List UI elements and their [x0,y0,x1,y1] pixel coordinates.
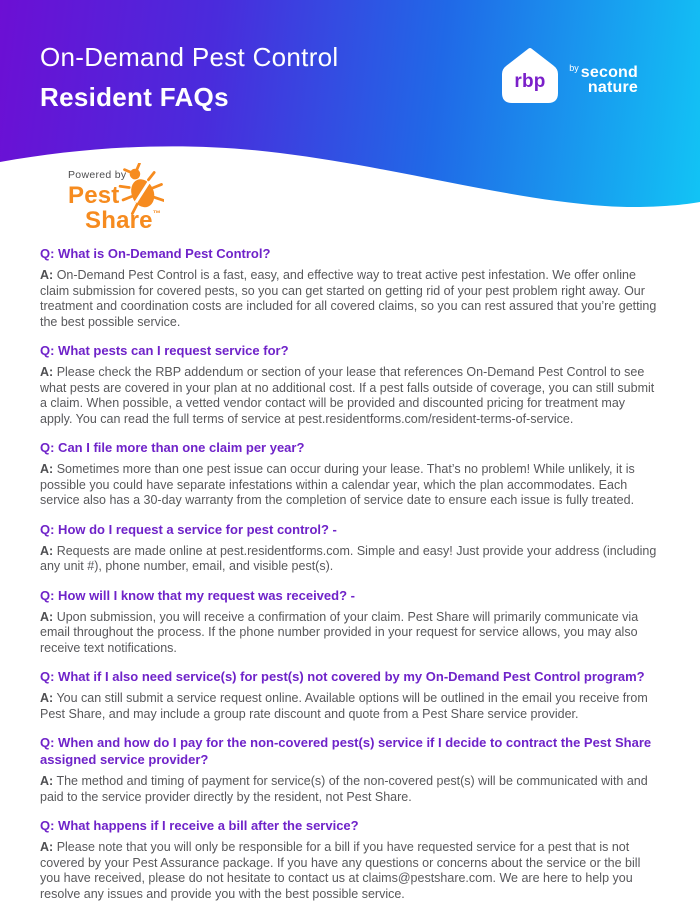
answer-prefix: A: [40,609,54,624]
faq-item-6 [40,668,660,722]
faq-answer [40,691,660,722]
second-nature-wordmark [562,61,638,95]
answer-text: Please check the RBP addendum or section of your lease that references On-Demand Pest Control to see what pests are covered in your plan at no additional cost. If a pest falls outside of coverage, you can still submit a claim. When possible, a vetted vendor contact will be provided and discounted pricing for treatment may apply. You can read the full terms of service at pest.residentforms.com/resident-terms-of-service. [40,365,655,426]
faq-item-5 [40,587,660,657]
faq-question: Q: When and how do I pay for the non-covered pest(s) service if I decide to contract the Pest Share assigned service provider? [40,735,652,767]
page-title [40,42,339,113]
title-line-1: On-Demand Pest Control [40,42,339,72]
answer-text: On-Demand Pest Control is a fast, easy, and effective way to treat active pest infestation. We offer online claim submission for covered pests, so you can get started on getting rid of your pest problem right away. Our treatment and coordination costs are included for all covered claims, so you can rest assured that you’re getting the best possible service. [40,268,657,329]
faq-item-1 [40,245,660,330]
answer-text: You can still submit a service request online. Available options will be outlined in the email you receive from Pest Share, and may include a group rate discount and quote from a Pest Share service provider. [40,691,648,721]
faq-question: Q: What pests can I request service for? [40,343,289,358]
byline-second: second [580,64,638,81]
answer-prefix: A: [40,840,54,854]
faq-item-4 [40,521,660,575]
faq-question: Q: How will I know that my request was received? - [40,587,355,603]
faq-question: Q: How do I request a service for pest control? - [40,521,337,537]
rbp-second-nature-logo [502,46,652,118]
answer-prefix: A: [40,774,54,788]
answer-text: Requests are made online at pest.residentforms.com. Simple and easy! Just provide your address (including any unit #), phone number, email, and visible pest(s). [40,543,657,573]
answer-prefix: A: [40,691,54,705]
faq-question: Q: Can I file more than one claim per year? [40,440,305,455]
answer-prefix: A: [40,543,54,558]
trademark-symbol: ™ [152,209,161,218]
faq-question: Q: What is On-Demand Pest Control? [40,246,271,261]
answer-text: The method and timing of payment for service(s) of the non-covered pest(s) will be communicated with and paid to the service provider directly by the resident, not Pest Share. [40,774,648,804]
title-line-2: Resident FAQs [40,82,229,112]
faq-question: Q: What if I also need service(s) for pest(s) not covered by my On-Demand Pest Control program? [40,669,645,684]
faq-answer [40,840,660,902]
faq-item-3 [40,439,660,509]
faq-answer [40,544,660,575]
pest-wordmark: Pest [68,182,120,209]
byline-by: by [569,63,579,73]
answer-text: Upon submission, you will receive a confirmation of your claim. Pest Share will primarily communicate via email throughout the process. If the phone number provided in your request for service allows, you may also receive text notifications. [40,609,639,655]
faq-answer [40,610,660,657]
faq-item-2 [40,342,660,427]
powered-by-label: Powered by [68,169,127,181]
byline-nature: nature [587,79,638,96]
faq-item-8 [40,817,660,902]
answer-prefix: A: [40,268,54,282]
answer-prefix: A: [40,462,54,476]
pest-share-logo [68,169,248,239]
answer-prefix: A: [40,365,54,379]
faq-list [40,245,660,914]
share-wordmark [85,207,161,235]
answer-text: Please note that you will only be responsible for a bill if you have requested service for a pest that is not covered by your Pest Assurance package. If you have any questions or concerns about the service or the bill you have received, please do not hesitate to contact us at claims@pestshare.com. We are here to help you resolve any issues and provide you with the best possible service. [40,840,641,901]
faq-answer [40,774,660,805]
faq-item-7 [40,734,660,805]
share-text: Share [85,207,153,234]
faq-answer [40,365,660,427]
faq-answer [40,268,660,330]
rbp-logo-text: rbp [514,71,546,92]
faq-question: Q: What happens if I receive a bill after the service? [40,818,359,833]
faq-answer [40,462,660,509]
answer-text: Sometimes more than one pest issue can occur during your lease. That’s no problem! While unlikely, it is possible you could have separate infestations within a calendar year, which the plan accommodates. Each service also has a 30-day warranty from the completion of service date to ensure each issue is fully treated. [40,462,635,507]
